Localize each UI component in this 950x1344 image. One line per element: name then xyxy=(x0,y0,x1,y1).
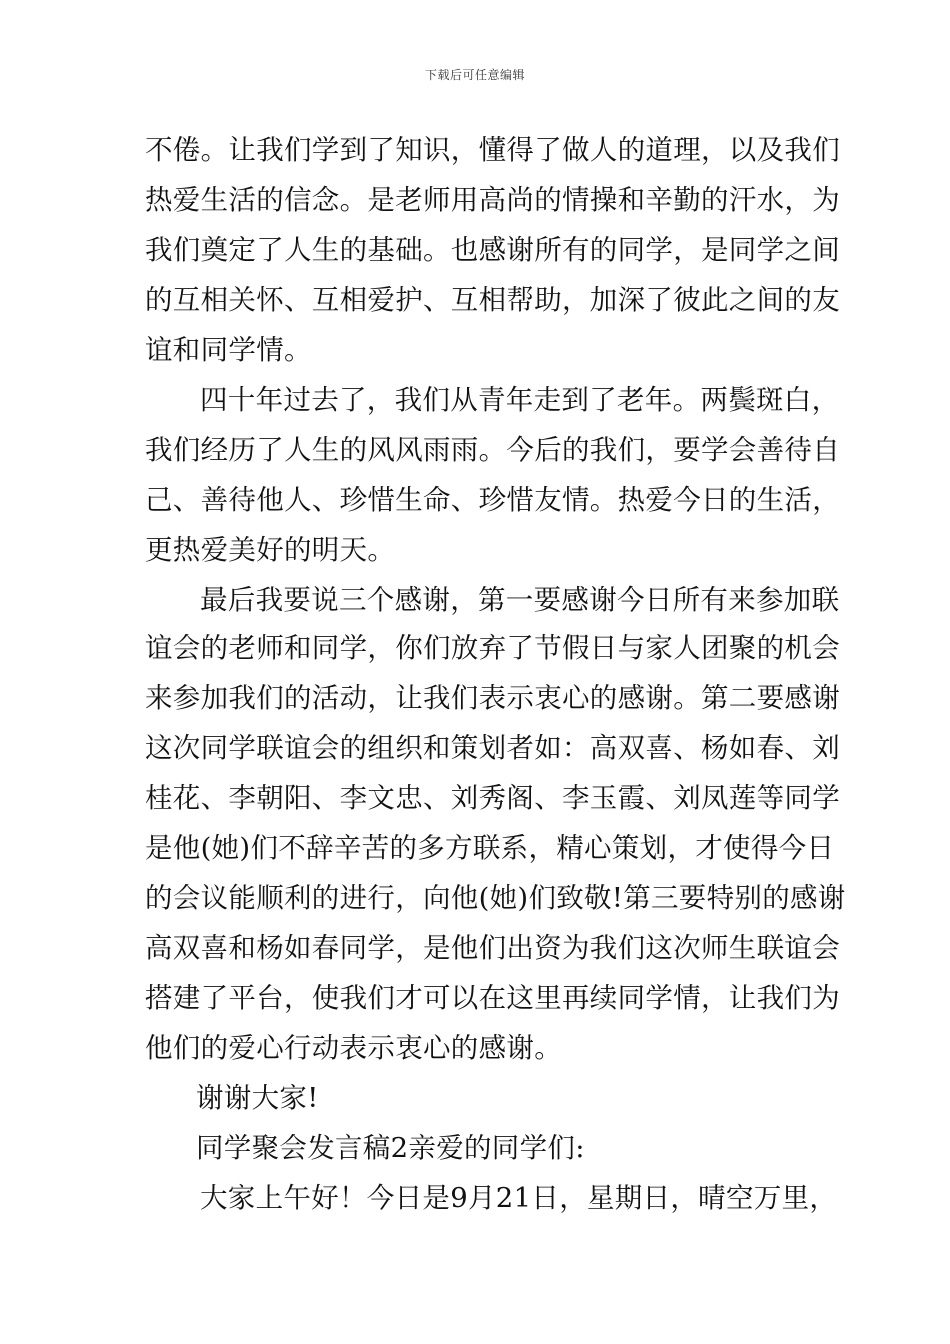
text-line: 更热爱美好的明天。 xyxy=(145,534,396,566)
text-line: 的会议能顺利的进行，向他(她)们致敬!第三要特别的感谢 xyxy=(145,882,846,914)
paragraph-first-line: 最后我要说三个感谢，第一要感谢今日所有来参加联 xyxy=(200,584,840,616)
paragraph-first-line: 大家上午好！今日是9月21日，星期日，晴空万里， xyxy=(200,1182,838,1214)
text-line: 谊会的老师和同学，你们放弃了节假日与家人团聚的机会 xyxy=(145,632,840,664)
text-line: 己、善待他人、珍惜生命、珍惜友情。热爱今日的生活， xyxy=(145,484,840,516)
text-line: 不倦。让我们学到了知识，懂得了做人的道理，以及我们 xyxy=(145,134,840,166)
closing-line: 谢谢大家! xyxy=(196,1082,319,1114)
text-line: 热爱生活的信念。是老师用高尚的情操和辛勤的汗水，为 xyxy=(145,184,840,216)
text-line: 来参加我们的活动，让我们表示衷心的感谢。第二要感谢 xyxy=(145,682,840,714)
text-line: 这次同学联谊会的组织和策划者如：高双喜、杨如春、刘 xyxy=(145,732,840,764)
text-line: 的互相关怀、互相爱护、互相帮助，加深了彼此之间的友 xyxy=(145,284,840,316)
speech-title-line: 同学聚会发言稿2亲爱的同学们: xyxy=(196,1132,585,1164)
text-line: 桂花、李朝阳、李文忠、刘秀阁、李玉霞、刘凤莲等同学 xyxy=(145,782,840,814)
text-line: 我们经历了人生的风风雨雨。今后的我们，要学会善待自 xyxy=(145,434,840,466)
text-line: 他们的爱心行动表示衷心的感谢。 xyxy=(145,1032,562,1064)
page-header: 下载后可任意编辑 xyxy=(424,68,525,82)
text-line: 是他(她)们不辞辛苦的多方联系，精心策划，才使得今日 xyxy=(145,832,835,864)
paragraph-first-line: 四十年过去了，我们从青年走到了老年。两鬓斑白， xyxy=(200,384,840,416)
text-line: 谊和同学情。 xyxy=(145,334,312,366)
text-line: 我们奠定了人生的基础。也感谢所有的同学，是同学之间 xyxy=(145,234,840,266)
text-line: 搭建了平台，使我们才可以在这里再续同学情，让我们为 xyxy=(145,982,840,1014)
text-line: 高双喜和杨如春同学，是他们出资为我们这次师生联谊会 xyxy=(145,932,840,964)
